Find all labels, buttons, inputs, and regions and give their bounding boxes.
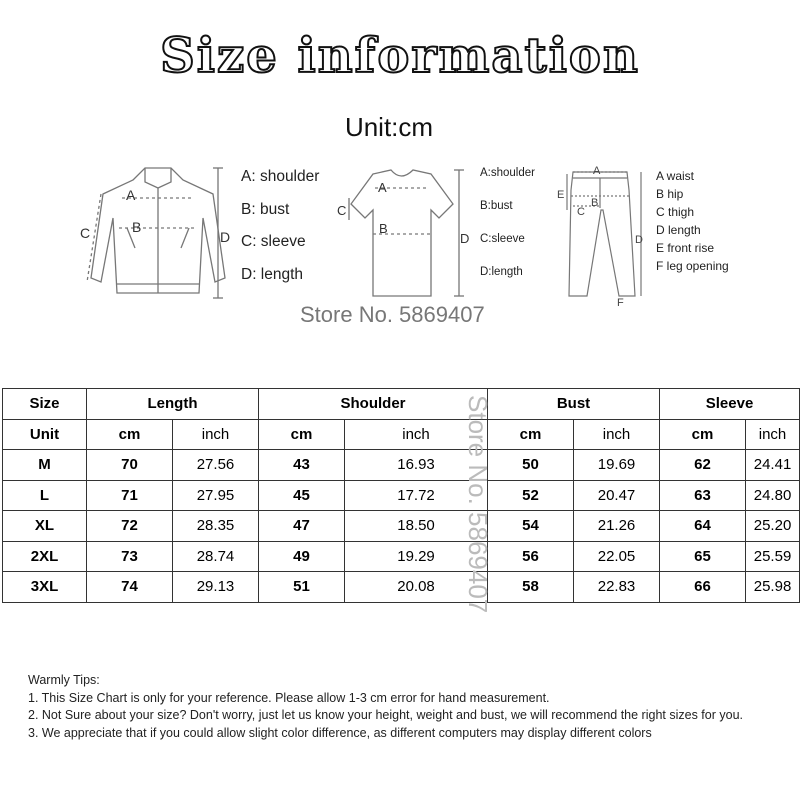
table-cell: 17.72 xyxy=(345,480,488,511)
size-table xyxy=(2,388,800,603)
legend-length: D: length xyxy=(241,265,304,283)
table-cell: 19.69 xyxy=(574,450,660,481)
legend-leg-opening: F leg opening xyxy=(656,259,729,273)
pants-label-b: B xyxy=(591,197,599,209)
table-cell: 52 xyxy=(488,480,574,511)
legend-front-rise: E front rise xyxy=(656,241,715,255)
table-cell: 63 xyxy=(660,480,746,511)
legend-shoulder: A:shoulder xyxy=(480,167,535,179)
pants-label-a: A xyxy=(593,165,601,177)
tshirt-label-c: C xyxy=(337,203,347,218)
size-cell: 2XL xyxy=(3,541,87,572)
legend-hip: B hip xyxy=(656,187,684,201)
unit-cell: inch xyxy=(173,419,259,450)
table-cell: 27.56 xyxy=(173,450,259,481)
table-cell: 22.05 xyxy=(574,541,660,572)
tshirt-label-d: D xyxy=(460,231,470,246)
unit-cell: Unit xyxy=(3,419,87,450)
table-cell: 72 xyxy=(87,511,173,542)
pants-legend xyxy=(656,167,729,275)
table-cell: 56 xyxy=(488,541,574,572)
store-number: Store No. 5869407 xyxy=(300,302,485,327)
table-cell: 20.08 xyxy=(345,572,488,603)
table-cell: 62 xyxy=(660,450,746,481)
table-row xyxy=(3,480,800,511)
unit-cell: cm xyxy=(87,419,173,450)
table-cell: 22.83 xyxy=(574,572,660,603)
tips-heading: Warmly Tips: xyxy=(28,673,100,687)
tip-item: 1. This Size Chart is only for your reference. Please allow 1-3 cm error for hand measurement. xyxy=(28,690,550,705)
header-shoulder: Shoulder xyxy=(259,389,488,420)
table-cell: 74 xyxy=(87,572,173,603)
table-row xyxy=(3,511,800,542)
table-cell: 18.50 xyxy=(345,511,488,542)
legend-sleeve: C:sleeve xyxy=(480,233,525,245)
size-cell: 3XL xyxy=(3,572,87,603)
legend-bust: B:bust xyxy=(480,200,513,212)
table-cell: 71 xyxy=(87,480,173,511)
jacket-label-b: B xyxy=(132,219,142,235)
table-cell: 70 xyxy=(87,450,173,481)
table-cell: 29.13 xyxy=(173,572,259,603)
table-cell: 73 xyxy=(87,541,173,572)
unit-cell: inch xyxy=(345,419,488,450)
page-title: Size information xyxy=(160,28,640,84)
table-row xyxy=(3,541,800,572)
pants-label-d: D xyxy=(635,234,643,246)
legend-bust: B: bust xyxy=(241,200,290,218)
header-sleeve: Sleeve xyxy=(660,389,800,420)
table-row xyxy=(3,572,800,603)
unit-cell: cm xyxy=(660,419,746,450)
tshirt-label-b: B xyxy=(379,221,388,236)
legend-shoulder: A: shoulder xyxy=(241,168,320,185)
jacket-label-d: D xyxy=(220,229,231,245)
legend-length: D length xyxy=(656,223,701,237)
table-header-row xyxy=(3,389,800,420)
unit-label: Unit:cm xyxy=(344,112,434,142)
legend-waist: A waist xyxy=(656,169,695,183)
table-cell: 66 xyxy=(660,572,746,603)
table-cell: 47 xyxy=(259,511,345,542)
table-cell: 25.98 xyxy=(746,572,800,603)
table-cell: 51 xyxy=(259,572,345,603)
size-cell: L xyxy=(3,480,87,511)
table-cell: 16.93 xyxy=(345,450,488,481)
table-cell: 58 xyxy=(488,572,574,603)
table-cell: 20.47 xyxy=(574,480,660,511)
size-cell: XL xyxy=(3,511,87,542)
table-cell: 65 xyxy=(660,541,746,572)
table-cell: 25.20 xyxy=(746,511,800,542)
table-cell: 25.59 xyxy=(746,541,800,572)
table-cell: 28.35 xyxy=(173,511,259,542)
header-size: Size xyxy=(3,389,87,420)
unit-cell: inch xyxy=(574,419,660,450)
table-cell: 54 xyxy=(488,511,574,542)
table-cell: 64 xyxy=(660,511,746,542)
pants-label-f: F xyxy=(617,297,624,308)
table-cell: 45 xyxy=(259,480,345,511)
legend-length: D:length xyxy=(480,266,523,278)
legend-sleeve: C: sleeve xyxy=(241,233,306,250)
table-cell: 24.80 xyxy=(746,480,800,511)
unit-cell: cm xyxy=(488,419,574,450)
table-cell: 49 xyxy=(259,541,345,572)
table-cell: 43 xyxy=(259,450,345,481)
table-cell: 24.41 xyxy=(746,450,800,481)
table-cell: 50 xyxy=(488,450,574,481)
tshirt-legend xyxy=(480,157,535,289)
header-bust: Bust xyxy=(488,389,660,420)
legend-thigh: C thigh xyxy=(656,205,695,219)
unit-cell: inch xyxy=(746,419,800,450)
table-cell: 27.95 xyxy=(173,480,259,511)
tshirt-illustration xyxy=(335,160,475,300)
tip-item: 2. Not Sure about your size? Don't worry, just let us know your height, weight and bust, we will recommend the right sizes for you. xyxy=(28,708,743,722)
unit-cell: cm xyxy=(259,419,345,450)
table-cell: 28.74 xyxy=(173,541,259,572)
table-unit-row xyxy=(3,419,800,450)
pants-label-c: C xyxy=(577,206,585,218)
table-cell: 19.29 xyxy=(345,541,488,572)
store-watermark: Store No. 5869407 xyxy=(463,395,493,614)
jacket-label-c: C xyxy=(80,225,91,241)
jacket-label-a: A xyxy=(126,187,136,203)
size-cell: M xyxy=(3,450,87,481)
jacket-illustration xyxy=(75,158,240,304)
tip-item: 3. We appreciate that if you could allow slight color difference, as different computers may display different colors xyxy=(28,725,652,740)
table-row xyxy=(3,450,800,481)
pants-label-e: E xyxy=(557,189,565,201)
pants-illustration xyxy=(555,160,655,308)
tshirt-label-a: A xyxy=(378,180,387,195)
table-cell: 21.26 xyxy=(574,511,660,542)
jacket-legend xyxy=(241,161,319,291)
header-length: Length xyxy=(87,389,259,420)
tips-section xyxy=(28,672,743,742)
